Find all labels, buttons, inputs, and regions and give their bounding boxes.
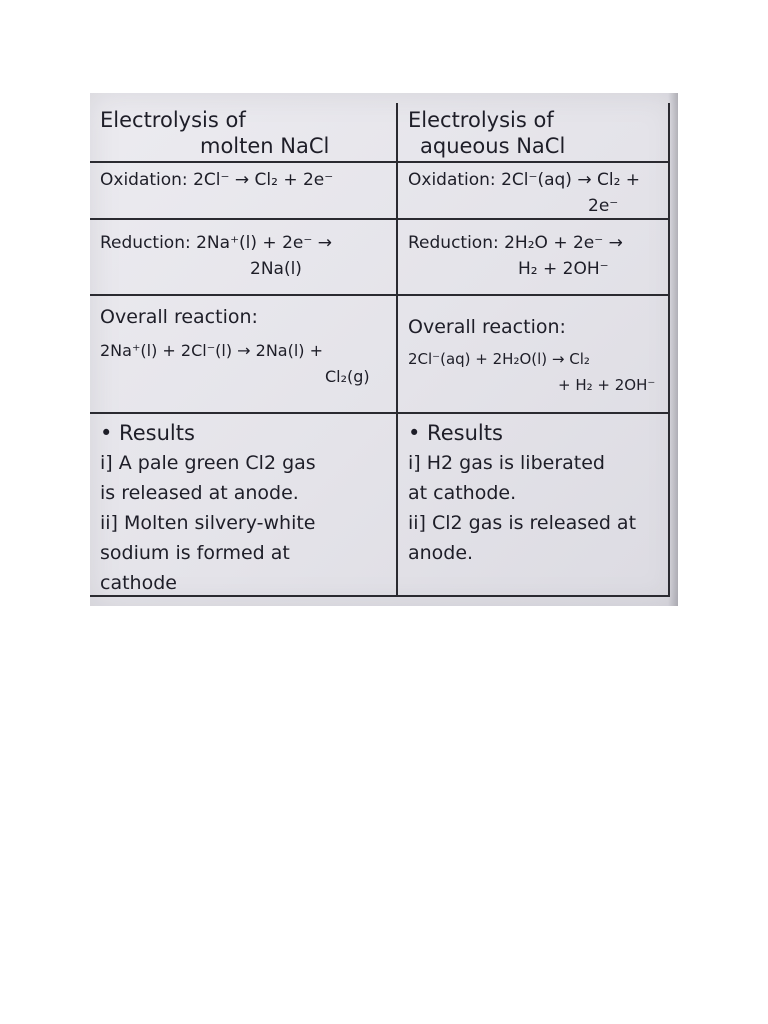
oxidation-aqueous-line1: Oxidation: 2Cl⁻(aq) → Cl₂ + <box>408 170 641 190</box>
overall-molten-line1: 2Na⁺(l) + 2Cl⁻(l) → 2Na(l) + <box>100 341 324 360</box>
oxidation-molten <box>90 163 398 220</box>
oxidation-aqueous-line2: 2e⁻ <box>588 196 619 216</box>
results-molten-line: ii] Molten silvery-white <box>100 512 316 534</box>
results-molten-line: is released at anode. <box>100 482 299 504</box>
header-molten-line2: molten NaCl <box>200 134 330 158</box>
overall-aqueous-title: Overall reaction: <box>408 316 566 338</box>
overall-molten <box>90 296 398 414</box>
header-molten-line1: Electrolysis of <box>100 108 246 132</box>
reduction-aqueous <box>398 220 670 296</box>
header-aqueous-line1: Electrolysis of <box>408 108 554 132</box>
header-aqueous-line2: aqueous NaCl <box>420 134 566 158</box>
reduction-molten <box>90 220 398 296</box>
results-molten-line: sodium is formed at <box>100 542 290 564</box>
overall-molten-title: Overall reaction: <box>100 306 258 328</box>
oxidation-molten-text: Oxidation: 2Cl⁻ → Cl₂ + 2e⁻ <box>100 170 334 190</box>
reduction-molten-line2: 2Na(l) <box>250 259 302 279</box>
results-aqueous-title: • Results <box>408 421 503 445</box>
reduction-aqueous-line2: H₂ + 2OH⁻ <box>518 259 609 279</box>
header-aqueous <box>398 103 670 163</box>
results-aqueous-line: anode. <box>408 542 474 564</box>
overall-aqueous <box>398 296 670 414</box>
results-aqueous-line: i] H2 gas is liberated <box>408 452 605 474</box>
results-molten-line: cathode <box>100 572 177 594</box>
overall-aqueous-line1: 2Cl⁻(aq) + 2H₂O(l) → Cl₂ <box>408 350 590 368</box>
notebook-photo <box>90 93 678 606</box>
results-aqueous <box>398 414 670 597</box>
reduction-aqueous-line1: Reduction: 2H₂O + 2e⁻ → <box>408 233 623 253</box>
results-molten-title: • Results <box>100 421 195 445</box>
header-molten <box>90 103 398 163</box>
oxidation-aqueous <box>398 163 670 220</box>
reduction-molten-line1: Reduction: 2Na⁺(l) + 2e⁻ → <box>100 233 332 253</box>
results-aqueous-line: at cathode. <box>408 482 517 504</box>
results-molten-line: i] A pale green Cl2 gas <box>100 452 316 474</box>
overall-aqueous-line2: + H₂ + 2OH⁻ <box>558 376 656 394</box>
results-molten <box>90 414 398 597</box>
results-aqueous-line: ii] Cl2 gas is released at <box>408 512 637 534</box>
electrolysis-table <box>90 103 670 603</box>
overall-molten-line2: Cl₂(g) <box>325 367 370 386</box>
